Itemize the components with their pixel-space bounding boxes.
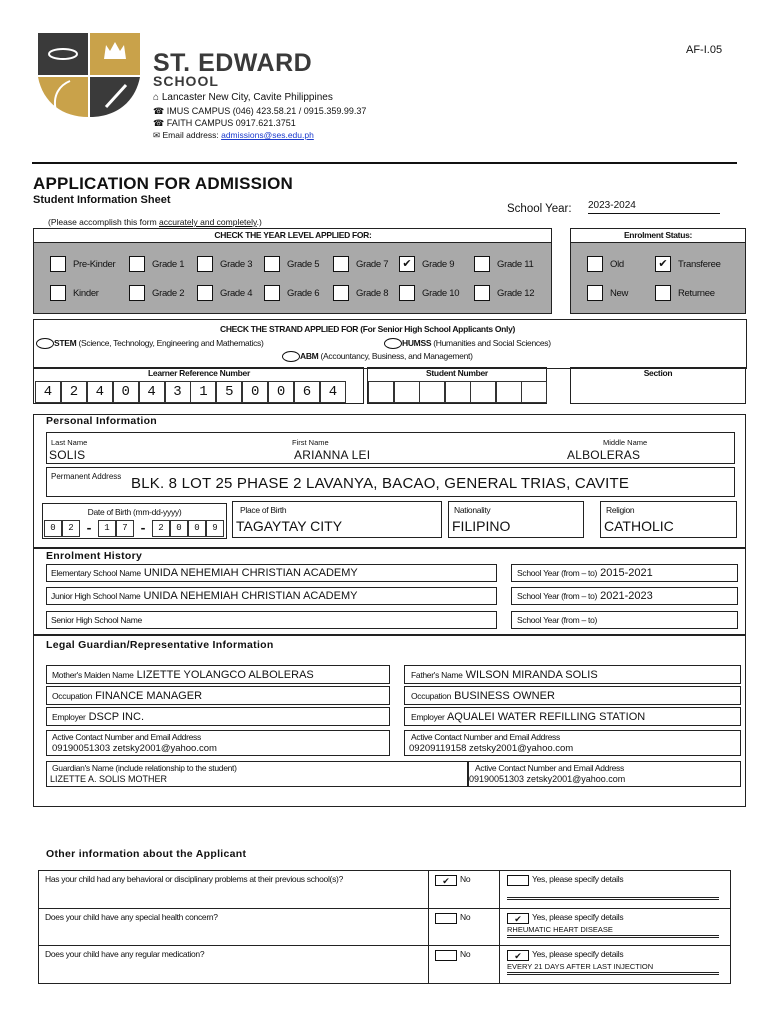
address-value[interactable]: BLK. 8 LOT 25 PHASE 2 LAVANYA, BACAO, GENERAL TRIAS, CAVITE — [131, 475, 630, 492]
status-option-label: Returnee — [678, 288, 715, 299]
f-occ-row: Occupation BUSINESS OWNER — [411, 690, 555, 702]
detail-field[interactable] — [507, 885, 719, 898]
no-checkbox[interactable]: ✔ — [435, 875, 457, 886]
strand-humss: HUMSS (Humanities and Social Sciences) — [384, 338, 551, 349]
year-checkbox-grade-9[interactable]: ✔ — [399, 256, 415, 272]
status-option-label: New — [610, 288, 629, 299]
yes-label: Yes, please specify details — [532, 912, 624, 922]
father-row: Father's Name WILSON MIRANDA SOLIS — [411, 669, 598, 681]
other-row-divider-1 — [38, 908, 731, 909]
history-heading: Enrolment History — [46, 550, 143, 562]
lrn-digit[interactable]: 3 — [165, 381, 191, 403]
year-option-label: Grade 4 — [220, 288, 253, 299]
year-option-label: Grade 7 — [356, 259, 389, 270]
student-number-digit[interactable] — [470, 381, 496, 403]
year-checkbox-grade-1[interactable] — [129, 256, 145, 272]
m-occ-row: Occupation FINANCE MANAGER — [52, 690, 203, 702]
elem-sy-row: School Year (from – to) 2015-2021 — [517, 567, 653, 579]
dob-separator: - — [85, 521, 93, 536]
year-option-label: Grade 12 — [497, 288, 535, 299]
yes-label: Yes, please specify details — [532, 949, 624, 959]
year-checkbox-grade-7[interactable] — [333, 256, 349, 272]
yes-label: Yes, please specify details — [532, 874, 624, 884]
dob-digit[interactable]: 0 — [188, 520, 206, 537]
first-name-label: First Name — [292, 438, 329, 447]
mother-row: Mother's Maiden Name LIZETTE YOLANGCO ALBOLERAS — [52, 669, 314, 681]
g-name-value[interactable]: LIZETTE A. SOLIS MOTHER — [50, 774, 168, 784]
year-checkbox-grade-12[interactable] — [474, 285, 490, 301]
student-number-digit[interactable] — [445, 381, 471, 403]
year-option-label: Grade 3 — [220, 259, 253, 270]
no-checkbox[interactable] — [435, 950, 457, 961]
f-contact-value[interactable]: 09209119158 zetsky2001@yahoo.com — [409, 743, 574, 754]
jhs-sy-row: School Year (from – to) 2021-2023 — [517, 590, 653, 602]
year-checkbox-grade-2[interactable] — [129, 285, 145, 301]
detail-line — [507, 899, 719, 900]
first-name-value[interactable]: ARIANNA LEI — [294, 448, 371, 462]
student-number-label: Student Number — [426, 368, 488, 378]
jhs-row: Junior High School Name UNIDA NEHEMIAH CHRISTIAN ACADEMY — [51, 590, 358, 602]
phone-icon: ☎ — [153, 118, 165, 128]
no-label: No — [460, 874, 471, 884]
school-name: ST. EDWARD — [153, 49, 313, 77]
f-contact-label: Active Contact Number and Email Address — [411, 732, 560, 742]
m-emp-row: Employer DSCP INC. — [52, 711, 144, 723]
year-checkbox-grade-5[interactable] — [264, 256, 280, 272]
nationality-label: Nationality — [454, 505, 491, 515]
lrn-digit[interactable]: 5 — [216, 381, 242, 403]
enrolment-status-heading: Enrolment Status: — [623, 230, 693, 240]
detail-field[interactable]: EVERY 21 DAYS AFTER LAST INJECTION — [507, 960, 719, 973]
dob-digit[interactable]: 0 — [170, 520, 188, 537]
year-option-label: Grade 5 — [287, 259, 320, 270]
strand-stem: STEM (Science, Technology, Engineering and Mathematics) — [36, 338, 264, 349]
form-subtitle: Student Information Sheet — [33, 194, 171, 206]
detail-line — [507, 937, 719, 938]
other-col-divider-1 — [428, 870, 429, 984]
abm-radio[interactable] — [282, 351, 300, 362]
status-checkbox-transferee[interactable]: ✔ — [655, 256, 671, 272]
religion-value[interactable]: CATHOLIC — [604, 518, 674, 534]
year-option-label: Kinder — [73, 288, 99, 299]
student-number-digit[interactable] — [521, 381, 547, 403]
stem-radio[interactable] — [36, 338, 54, 349]
detail-field[interactable]: RHEUMATIC HEART DISEASE — [507, 923, 719, 936]
shs-label[interactable]: Senior High School Name — [51, 615, 142, 625]
year-checkbox-kinder[interactable] — [50, 285, 66, 301]
lrn-digit[interactable]: 2 — [61, 381, 87, 403]
dob-digit[interactable]: 7 — [116, 520, 134, 537]
mail-icon: ✉ — [153, 130, 161, 140]
school-logo — [38, 33, 140, 117]
status-checkbox-old[interactable] — [587, 256, 603, 272]
f-emp-row: Employer AQUALEI WATER REFILLING STATION — [411, 711, 646, 723]
detail-line — [507, 974, 719, 975]
student-number-digit[interactable] — [419, 381, 445, 403]
other-question: Has your child had any behavioral or disciplinary problems at their previous school(s)? — [45, 874, 344, 884]
year-checkbox-pre-kinder[interactable] — [50, 256, 66, 272]
m-contact-value[interactable]: 09190051303 zetsky2001@yahoo.com — [52, 743, 217, 754]
section-label: Section — [643, 368, 673, 378]
last-name-value[interactable]: SOLIS — [49, 448, 86, 462]
lrn-digit[interactable]: 0 — [242, 381, 268, 403]
pob-value[interactable]: TAGAYTAY CITY — [236, 518, 343, 534]
status-checkbox-new[interactable] — [587, 285, 603, 301]
status-option-label: Old — [610, 259, 624, 270]
yes-checkbox[interactable]: ✔ — [507, 913, 529, 924]
year-checkbox-grade-8[interactable] — [333, 285, 349, 301]
lrn-label: Learner Reference Number — [148, 368, 250, 378]
lrn-digit[interactable]: 4 — [87, 381, 113, 403]
year-option-label: Grade 10 — [422, 288, 460, 299]
lrn-digit[interactable]: 0 — [268, 381, 294, 403]
school-year-label: School Year: — [507, 203, 572, 215]
email-line: ✉ Email address: admissions@ses.edu.ph — [153, 130, 314, 140]
email-link[interactable]: admissions@ses.edu.ph — [221, 130, 314, 140]
address-label: Permanent Address — [51, 472, 122, 481]
other-heading: Other information about the Applicant — [46, 848, 247, 860]
lrn-digit[interactable]: 4 — [35, 381, 61, 403]
last-name-label: Last Name — [51, 438, 88, 447]
g-contact-label: Active Contact Number and Email Address — [475, 763, 624, 773]
school-year-field[interactable]: 2023-2024 — [588, 200, 720, 214]
form-code: AF-I.05 — [686, 44, 723, 56]
elem-row: Elementary School Name UNIDA NEHEMIAH CHRISTIAN ACADEMY — [51, 567, 358, 579]
dob-digit[interactable]: 2 — [152, 520, 170, 537]
address-line: ⌂ Lancaster New City, Cavite Philippines — [153, 92, 333, 103]
shs-sy-label[interactable]: School Year (from – to) — [517, 615, 598, 625]
g-name-label: Guardian's Name (include relationship to the student) — [52, 763, 237, 773]
year-option-label: Grade 1 — [152, 259, 185, 270]
dob-separator: - — [139, 521, 147, 536]
strand-heading: CHECK THE STRAND APPLIED FOR (For Senior High School Applicants Only) — [220, 324, 516, 334]
other-question: Does your child have any regular medication? — [45, 949, 205, 959]
header-rule — [32, 162, 737, 164]
pob-label: Place of Birth — [240, 505, 287, 515]
dob-label: Date of Birth (mm-dd-yyyy) — [87, 507, 182, 517]
no-label: No — [460, 912, 471, 922]
no-label: No — [460, 949, 471, 959]
m-contact-label: Active Contact Number and Email Address — [52, 732, 201, 742]
religion-label: Religion — [606, 505, 635, 515]
lrn-digit[interactable]: 0 — [113, 381, 139, 403]
phone-icon: ☎ — [153, 106, 165, 116]
middle-name-value[interactable]: ALBOLERAS — [567, 448, 641, 462]
student-number-digit[interactable] — [368, 381, 394, 403]
year-checkbox-grade-6[interactable] — [264, 285, 280, 301]
year-option-label: Grade 11 — [497, 259, 534, 270]
dob-digit[interactable]: 0 — [44, 520, 62, 537]
student-number-digit[interactable] — [496, 381, 522, 403]
g-contact-value[interactable]: 09190051303 zetsky2001@yahoo.com — [469, 774, 626, 784]
no-checkbox[interactable] — [435, 913, 457, 924]
imus-line: ☎ IMUS CAMPUS (046) 423.58.21 / 0915.359.99.37 — [153, 106, 367, 116]
guardian-heading: Legal Guardian/Representative Information — [46, 639, 274, 651]
dob-digit[interactable]: 9 — [206, 520, 224, 537]
school-subname: SCHOOL — [153, 73, 219, 89]
other-col-divider-2 — [499, 870, 500, 984]
lrn-digit[interactable]: 4 — [320, 381, 346, 403]
dob-digit[interactable]: 1 — [98, 520, 116, 537]
status-option-label: Transferee — [678, 259, 721, 270]
humss-radio[interactable] — [384, 338, 402, 349]
personal-heading: Personal Information — [46, 415, 158, 427]
year-option-label: Grade 2 — [152, 288, 185, 299]
status-checkbox-returnee[interactable] — [655, 285, 671, 301]
year-option-label: Grade 8 — [356, 288, 389, 299]
year-checkbox-grade-4[interactable] — [197, 285, 213, 301]
instruction: (Please accomplish this form accurately and completely.) — [48, 217, 262, 227]
other-question: Does your child have any special health concern? — [45, 912, 218, 922]
lrn-digit[interactable]: 6 — [294, 381, 320, 403]
student-number-digit[interactable] — [394, 381, 420, 403]
nationality-value[interactable]: FILIPINO — [452, 518, 511, 534]
year-option-label: Pre-Kinder — [73, 259, 116, 270]
lrn-digit[interactable]: 1 — [190, 381, 216, 403]
lrn-digit[interactable]: 4 — [139, 381, 165, 403]
other-row-divider-2 — [38, 945, 731, 946]
year-checkbox-grade-11[interactable] — [474, 256, 490, 272]
strand-abm: ABM (Accountancy, Business, and Management) — [282, 351, 473, 362]
year-option-label: Grade 9 — [422, 259, 455, 270]
year-option-label: Grade 6 — [287, 288, 320, 299]
year-checkbox-grade-10[interactable] — [399, 285, 415, 301]
faith-line: ☎ FAITH CAMPUS 0917.621.3751 — [153, 118, 296, 128]
home-icon: ⌂ — [153, 92, 160, 103]
year-level-heading: CHECK THE YEAR LEVEL APPLIED FOR: — [214, 230, 372, 240]
form-title: APPLICATION FOR ADMISSION — [33, 174, 293, 193]
dob-digit[interactable]: 2 — [62, 520, 80, 537]
yes-checkbox[interactable]: ✔ — [507, 950, 529, 961]
middle-name-label: Middle Name — [603, 438, 648, 447]
year-checkbox-grade-3[interactable] — [197, 256, 213, 272]
